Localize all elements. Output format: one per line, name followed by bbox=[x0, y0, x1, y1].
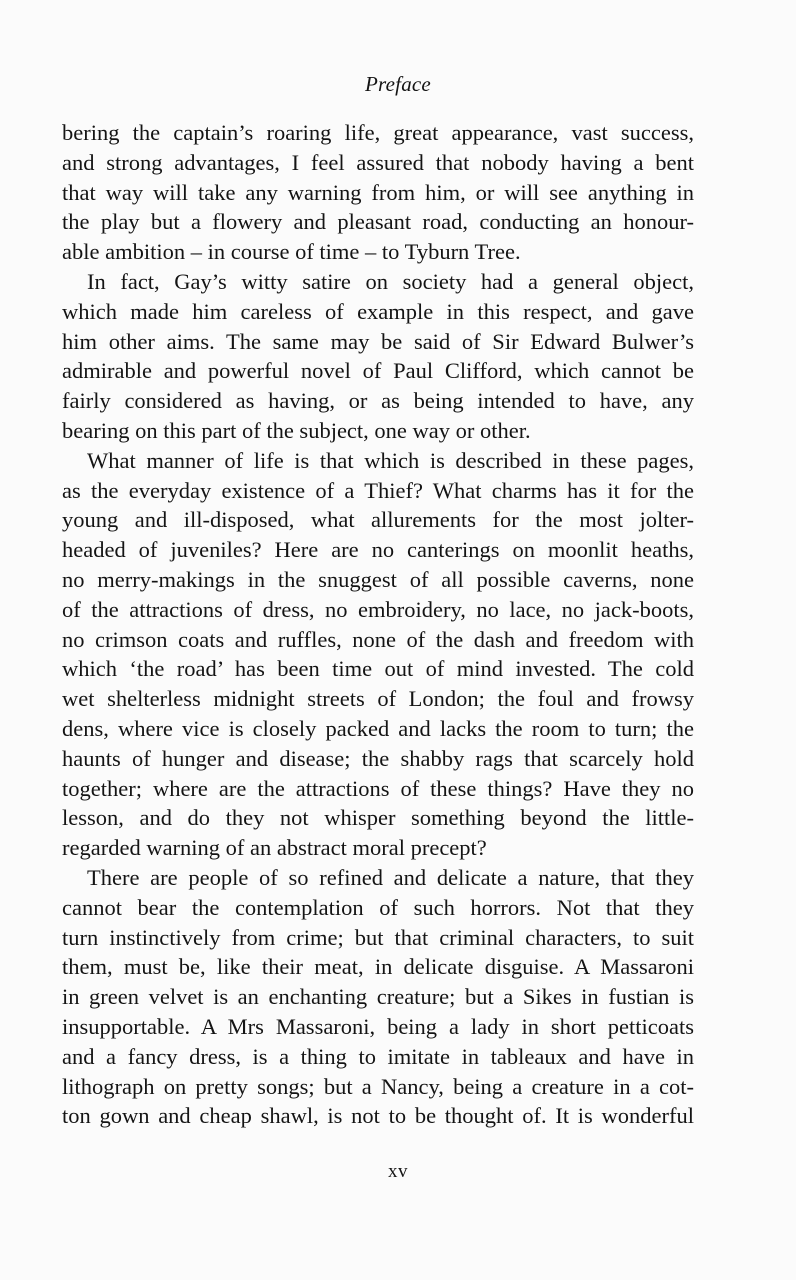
text-line: which made him careless of example in this respect, and gave bbox=[62, 298, 694, 324]
text-line: as the everyday existence of a Thief? What charms has it for the bbox=[62, 477, 694, 503]
text-line: of the attractions of dress, no embroidery, no lace, no jack-boots, bbox=[62, 596, 694, 622]
text-line: admirable and powerful novel of Paul Clifford, which cannot be bbox=[62, 358, 694, 384]
paragraph bbox=[62, 863, 694, 1131]
text-line: no merry-makings in the snuggest of all possible caverns, none bbox=[62, 566, 694, 592]
running-head: Preface bbox=[365, 72, 431, 96]
text-line: headed of juveniles? Here are no canterings on moonlit heaths, bbox=[62, 537, 694, 563]
text-line: lesson, and do they not whisper something beyond the little- bbox=[62, 805, 694, 831]
text-line: turn instinctively from crime; but that criminal characters, to suit bbox=[62, 924, 694, 950]
text-line: cannot bear the contemplation of such horrors. Not that they bbox=[62, 894, 694, 920]
text-line: and a fancy dress, is a thing to imitate in tableaux and have in bbox=[62, 1043, 694, 1069]
text-line: young and ill-disposed, what allurements for the most jolter- bbox=[62, 507, 694, 533]
text-line: insupportable. A Mrs Massaroni, being a lady in short petticoats bbox=[62, 1013, 694, 1039]
text-line: the play but a flowery and pleasant road, conducting an honour- bbox=[62, 209, 694, 235]
text-line: no crimson coats and ruffles, none of the dash and freedom with bbox=[62, 626, 694, 652]
text-line: bearing on this part of the subject, one way or other. bbox=[62, 417, 531, 443]
text-line: able ambition – in course of time – to Tyburn Tree. bbox=[62, 239, 521, 265]
text-line: What manner of life is that which is described in these pages, bbox=[87, 447, 694, 473]
text-line: bering the captain’s roaring life, great appearance, vast success, bbox=[62, 120, 694, 145]
text-line: fairly considered as having, or as being intended to have, any bbox=[62, 388, 694, 414]
text-line: together; where are the attractions of these things? Have they no bbox=[62, 775, 694, 801]
text-line: In fact, Gay’s witty satire on society had a general object, bbox=[87, 268, 694, 294]
paragraph bbox=[62, 118, 694, 267]
paragraph bbox=[62, 446, 694, 863]
text-line: lithograph on pretty songs; but a Nancy, being a creature in a cot- bbox=[62, 1073, 694, 1099]
text-line: in green velvet is an enchanting creature; but a Sikes in fustian is bbox=[62, 984, 694, 1010]
text-line: them, must be, like their meat, in delicate disguise. A Massaroni bbox=[62, 954, 694, 980]
text-line: There are people of so refined and delicate a nature, that they bbox=[87, 864, 694, 890]
text-line: that way will take any warning from him, or will see anything in bbox=[62, 179, 694, 205]
text-line: and strong advantages, I feel assured that nobody having a bent bbox=[62, 149, 694, 175]
text-line: him other aims. The same may be said of Sir Edward Bulwer’s bbox=[62, 328, 694, 354]
body-text bbox=[62, 118, 694, 1131]
text-line: ton gown and cheap shawl, is not to be thought of. It is wonderful bbox=[62, 1103, 694, 1129]
text-line: haunts of hunger and disease; the shabby rags that scarcely hold bbox=[62, 745, 694, 771]
text-line: which ‘the road’ has been time out of mind invested. The cold bbox=[62, 656, 694, 682]
text-line: wet shelterless midnight streets of London; the foul and frowsy bbox=[62, 686, 694, 712]
page-number: xv bbox=[388, 1161, 408, 1182]
text-line: dens, where vice is closely packed and lacks the room to turn; the bbox=[62, 715, 694, 741]
text-line: regarded warning of an abstract moral precept? bbox=[62, 835, 487, 861]
paragraph bbox=[62, 267, 694, 446]
